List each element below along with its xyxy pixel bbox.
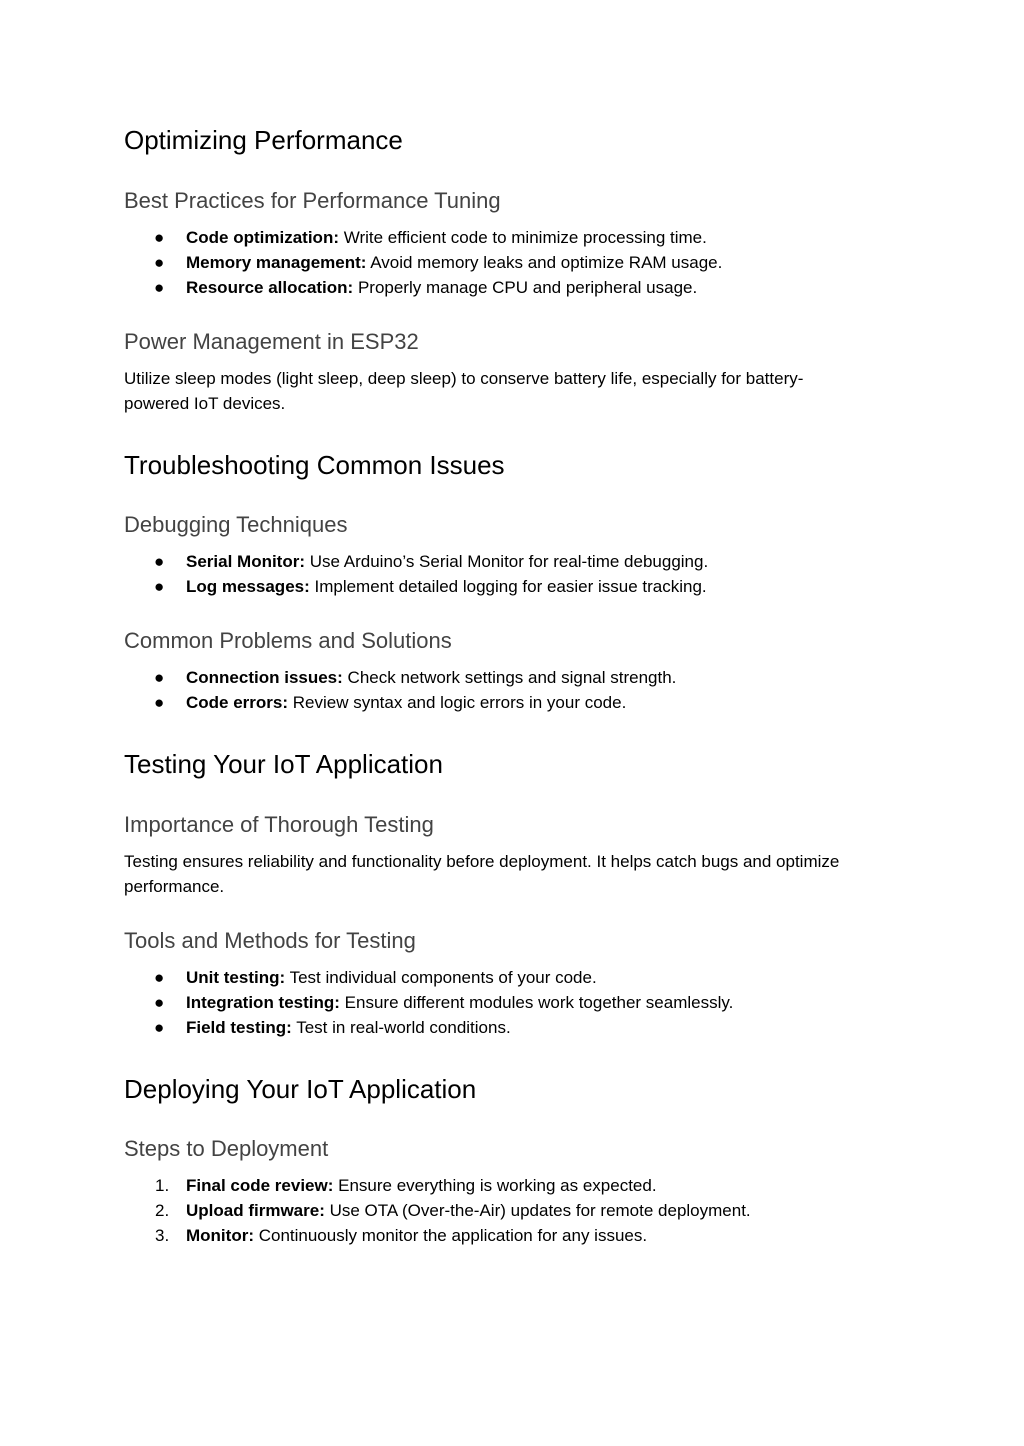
list-item: ● Connection issues: Check network settings and signal strength. <box>124 665 676 690</box>
subheading-best-practices: Best Practices for Performance Tuning <box>124 188 501 213</box>
heading-optimizing-performance: Optimizing Performance <box>124 125 403 155</box>
list-item: 1. Final code review: Ensure everything is working as expected. <box>124 1173 751 1198</box>
step-number: 1. <box>155 1176 170 1195</box>
list-item: ● Code errors: Review syntax and logic errors in your code. <box>124 690 676 715</box>
step-number: 3. <box>155 1226 170 1245</box>
bullet-icon: ● <box>154 1018 165 1037</box>
best-practices-list <box>124 225 722 300</box>
list-item: ● Code optimization: Write efficient code to minimize processing time. <box>124 225 722 250</box>
bullet-icon: ● <box>154 668 165 687</box>
bullet-icon: ● <box>154 278 165 297</box>
list-item: ● Memory management: Avoid memory leaks and optimize RAM usage. <box>124 250 722 275</box>
common-problems-list <box>124 665 676 715</box>
deployment-steps-list <box>124 1173 751 1248</box>
testing-tools-list <box>124 965 733 1040</box>
list-item: ● Field testing: Test in real-world conditions. <box>124 1015 733 1040</box>
testing-importance-paragraph: Testing ensures reliability and functionality before deployment. It helps catch bugs and optimize performance. <box>124 852 840 896</box>
subheading-steps-deployment: Steps to Deployment <box>124 1136 329 1161</box>
debugging-list <box>124 549 708 599</box>
bullet-icon: ● <box>154 253 165 272</box>
bullet-icon: ● <box>154 577 165 596</box>
step-number: 2. <box>155 1201 170 1220</box>
list-item: 2. Upload firmware: Use OTA (Over-the-Air) updates for remote deployment. <box>124 1198 751 1223</box>
list-item: ● Unit testing: Test individual components of your code. <box>124 965 733 990</box>
heading-troubleshooting: Troubleshooting Common Issues <box>124 450 505 480</box>
bullet-icon: ● <box>154 993 165 1012</box>
bullet-icon: ● <box>154 552 165 571</box>
subheading-power-management: Power Management in ESP32 <box>124 329 419 354</box>
bullet-icon: ● <box>154 968 165 987</box>
heading-testing: Testing Your IoT Application <box>124 749 443 779</box>
power-management-paragraph: Utilize sleep modes (light sleep, deep sleep) to conserve battery life, especially for battery-powered IoT devices. <box>124 369 804 413</box>
list-item: 3. Monitor: Continuously monitor the application for any issues. <box>124 1223 751 1248</box>
list-item: ● Log messages: Implement detailed logging for easier issue tracking. <box>124 574 708 599</box>
list-item: ● Serial Monitor: Use Arduino’s Serial Monitor for real-time debugging. <box>124 549 708 574</box>
bullet-icon: ● <box>154 228 165 247</box>
heading-deploying: Deploying Your IoT Application <box>124 1074 477 1104</box>
subheading-common-problems: Common Problems and Solutions <box>124 628 452 653</box>
subheading-importance-testing: Importance of Thorough Testing <box>124 812 434 837</box>
list-item: ● Integration testing: Ensure different modules work together seamlessly. <box>124 990 733 1015</box>
list-item: ● Resource allocation: Properly manage CPU and peripheral usage. <box>124 275 722 300</box>
subheading-debugging-techniques: Debugging Techniques <box>124 512 348 537</box>
subheading-tools-methods: Tools and Methods for Testing <box>124 928 416 953</box>
bullet-icon: ● <box>154 693 165 712</box>
